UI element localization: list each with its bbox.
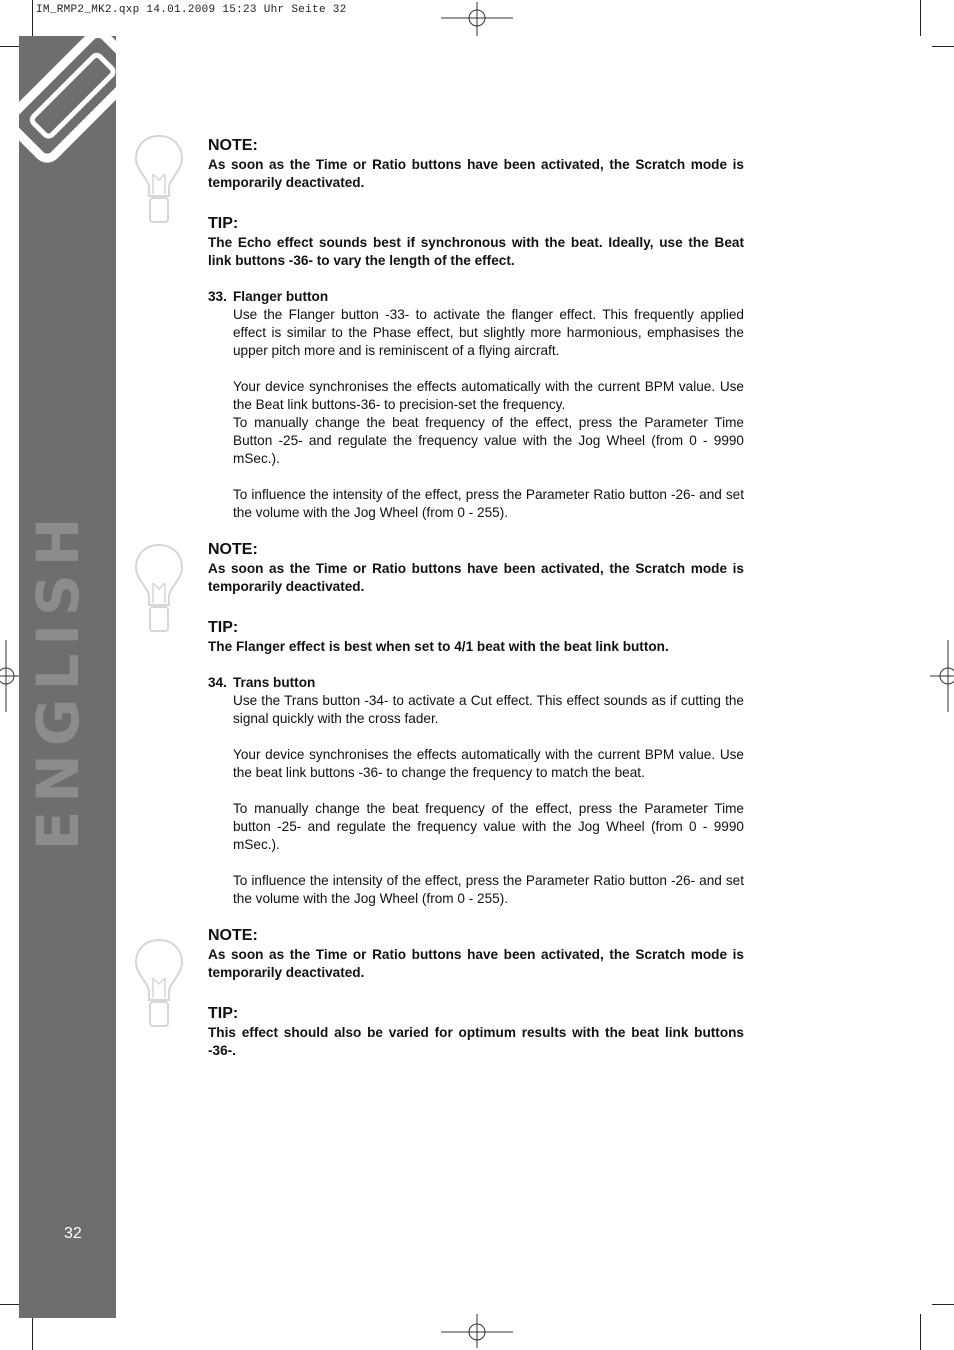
- crop-mark: [32, 1314, 33, 1350]
- page-number: 32: [64, 1225, 82, 1242]
- note-heading: NOTE:: [208, 541, 258, 558]
- main-content: [208, 136, 744, 1060]
- section-title: [208, 288, 744, 306]
- light-bulb-icon: [134, 938, 184, 1030]
- section-number: 34.: [208, 675, 227, 690]
- light-bulb-icon: [134, 134, 184, 226]
- tip-text: The Echo effect sounds best if synchronous with the beat. Ideally, use the Beat link buttons -36- to vary the length of the effect.: [208, 235, 744, 268]
- tip-heading: TIP:: [208, 1005, 239, 1022]
- crop-mark: [932, 46, 954, 47]
- section-title-text: Trans button: [233, 675, 316, 690]
- tip-text: This effect should also be varied for optimum results with the beat link buttons -36-.: [208, 1025, 744, 1058]
- registration-mark-right-icon: [930, 640, 954, 712]
- section-title: [208, 674, 744, 692]
- crop-mark: [920, 1314, 921, 1350]
- language-tab: ENGLISH: [24, 509, 92, 851]
- paragraph: Use the Trans button -34- to activate a Cut effect. This effect sounds as if cutting the signal quickly with the cross fader.: [233, 693, 744, 726]
- crop-mark: [920, 0, 921, 36]
- crop-mark: [32, 0, 33, 36]
- note-text: As soon as the Time or Ratio buttons have been activated, the Scratch mode is temporarily deactivated.: [208, 157, 744, 190]
- note-heading: NOTE:: [208, 137, 258, 154]
- registration-mark-bottom-icon: [441, 1314, 513, 1348]
- paragraph: Your device synchronises the effects automatically with the current BPM value. Use the beat link buttons -36- to change the frequency to match the beat.: [233, 747, 744, 780]
- paragraph: To manually change the beat frequency of the effect, press the Parameter Time button -25- and regulate the frequency value with the Jog Wheel (from 0 - 9990 mSec.).: [233, 801, 744, 852]
- paragraph: To influence the intensity of the effect, press the Parameter Ratio button -26- and set the volume with the Jog Wheel (from 0 - 255).: [233, 873, 744, 906]
- brand-logo-icon: [19, 36, 116, 164]
- crop-mark: [932, 1304, 954, 1305]
- registration-mark-top-icon: [441, 2, 513, 36]
- paragraph: To manually change the beat frequency of the effect, press the Parameter Time Button -25- and regulate the frequency value with the Jog Wheel (from 0 - 9990 mSec.).: [233, 415, 744, 466]
- tip-text: The Flanger effect is best when set to 4/1 beat with the beat link button.: [208, 639, 669, 654]
- section-number: 33.: [208, 289, 227, 304]
- paragraph: Use the Flanger button -33- to activate the flanger effect. This frequently applied effect is similar to the Phase effect, but slightly more harmonious, emphasises the upper pitch more and is reminiscent of a flying aircraft.: [233, 307, 744, 358]
- paragraph: To influence the intensity of the effect, press the Parameter Ratio button -26- and set the volume with the Jog Wheel (from 0 - 255).: [233, 487, 744, 520]
- light-bulb-icon: [134, 543, 184, 635]
- tip-heading: TIP:: [208, 619, 239, 636]
- note-heading: NOTE:: [208, 927, 258, 944]
- section-title-text: Flanger button: [233, 289, 329, 304]
- note-text: As soon as the Time or Ratio buttons have been activated, the Scratch mode is temporarily deactivated.: [208, 561, 744, 594]
- paragraph: Your device synchronises the effects automatically with the current BPM value. Use the Beat link buttons-36- to precision-set the frequency.: [233, 379, 744, 412]
- note-text: As soon as the Time or Ratio buttons have been activated, the Scratch mode is temporarily deactivated.: [208, 947, 744, 980]
- tip-heading: TIP:: [208, 215, 239, 232]
- print-slug: IM_RMP2_MK2.qxp 14.01.2009 15:23 Uhr Seite 32: [36, 4, 347, 16]
